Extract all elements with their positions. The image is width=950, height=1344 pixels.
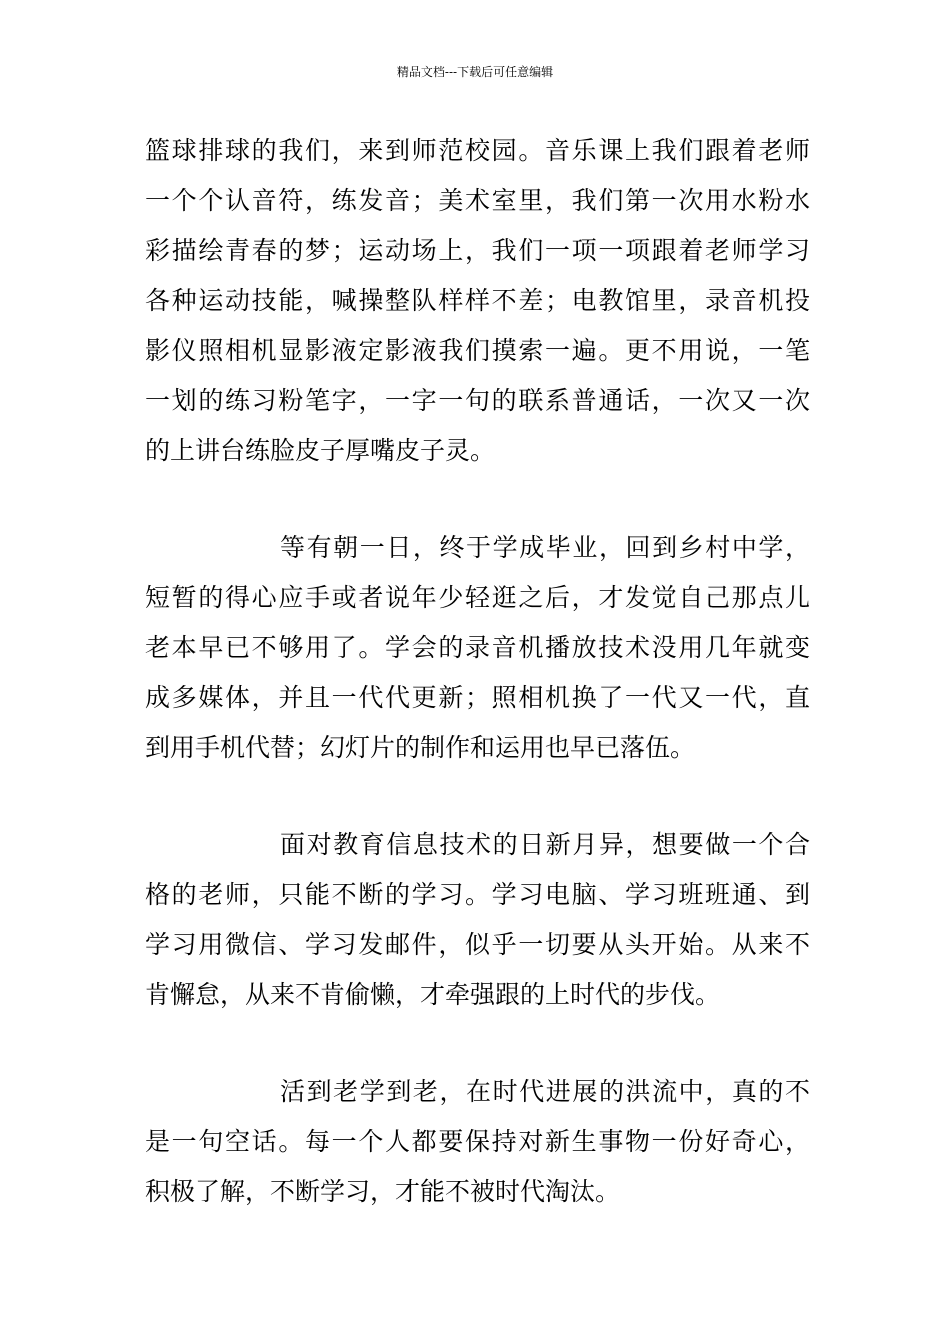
paragraph-gap <box>145 476 810 523</box>
text-line: 面对教育信息技术的日新月异，想要做一个合 <box>280 830 810 859</box>
text-line: 积极了解，不断学习，才能不被时代淘汰。 <box>145 1177 621 1206</box>
text-line: 一划的练习粉笔字，一字一句的联系普通话，一次又一次 <box>145 386 810 415</box>
text-line: 学习用微信、学习发邮件，似乎一切要从头开始。从来不 <box>145 930 810 959</box>
text-line: 老本早已不够用了。学会的录音机播放技术没用几年就变 <box>145 633 810 662</box>
text-line: 肯懈怠，从来不肯偷懒，才牵强跟的上时代的步伐。 <box>145 980 721 1009</box>
paragraph-gap <box>145 773 810 820</box>
paragraph <box>145 820 810 1020</box>
text-line: 篮球排球的我们，来到师范校园。音乐课上我们跟着老师 <box>145 136 810 165</box>
text-line: 彩描绘青春的梦；运动场上，我们一项一项跟着老师学习 <box>145 236 810 265</box>
text-line: 各种运动技能，喊操整队样样不差；电教馆里，录音机投 <box>145 286 810 315</box>
text-line: 影仪照相机显影液定影液我们摸索一遍。更不用说，一笔 <box>145 336 810 365</box>
paragraph <box>145 523 810 773</box>
paragraph <box>145 1067 810 1217</box>
document-body <box>145 126 810 1217</box>
text-line: 等有朝一日，终于学成毕业，回到乡村中学， <box>280 533 810 562</box>
paragraph-gap <box>145 1020 810 1067</box>
text-line: 活到老学到老，在时代进展的洪流中，真的不 <box>280 1077 810 1106</box>
text-line: 的上讲台练脸皮子厚嘴皮子灵。 <box>145 436 496 465</box>
text-line: 格的老师，只能不断的学习。学习电脑、学习班班通、到 <box>145 880 810 909</box>
text-line: 到用手机代替；幻灯片的制作和运用也早已落伍。 <box>145 733 696 762</box>
text-line: 一个个认音符，练发音；美术室里，我们第一次用水粉水 <box>145 186 810 215</box>
text-line: 成多媒体，并且一代代更新；照相机换了一代又一代，直 <box>145 683 810 712</box>
paragraph <box>145 126 810 476</box>
page-header: 精品文档---下载后可任意编辑 <box>396 65 554 79</box>
text-line: 短暂的得心应手或者说年少轻逛之后，才发觉自己那点儿 <box>145 583 810 612</box>
text-line: 是一句空话。每一个人都要保持对新生事物一份好奇心， <box>145 1127 810 1156</box>
